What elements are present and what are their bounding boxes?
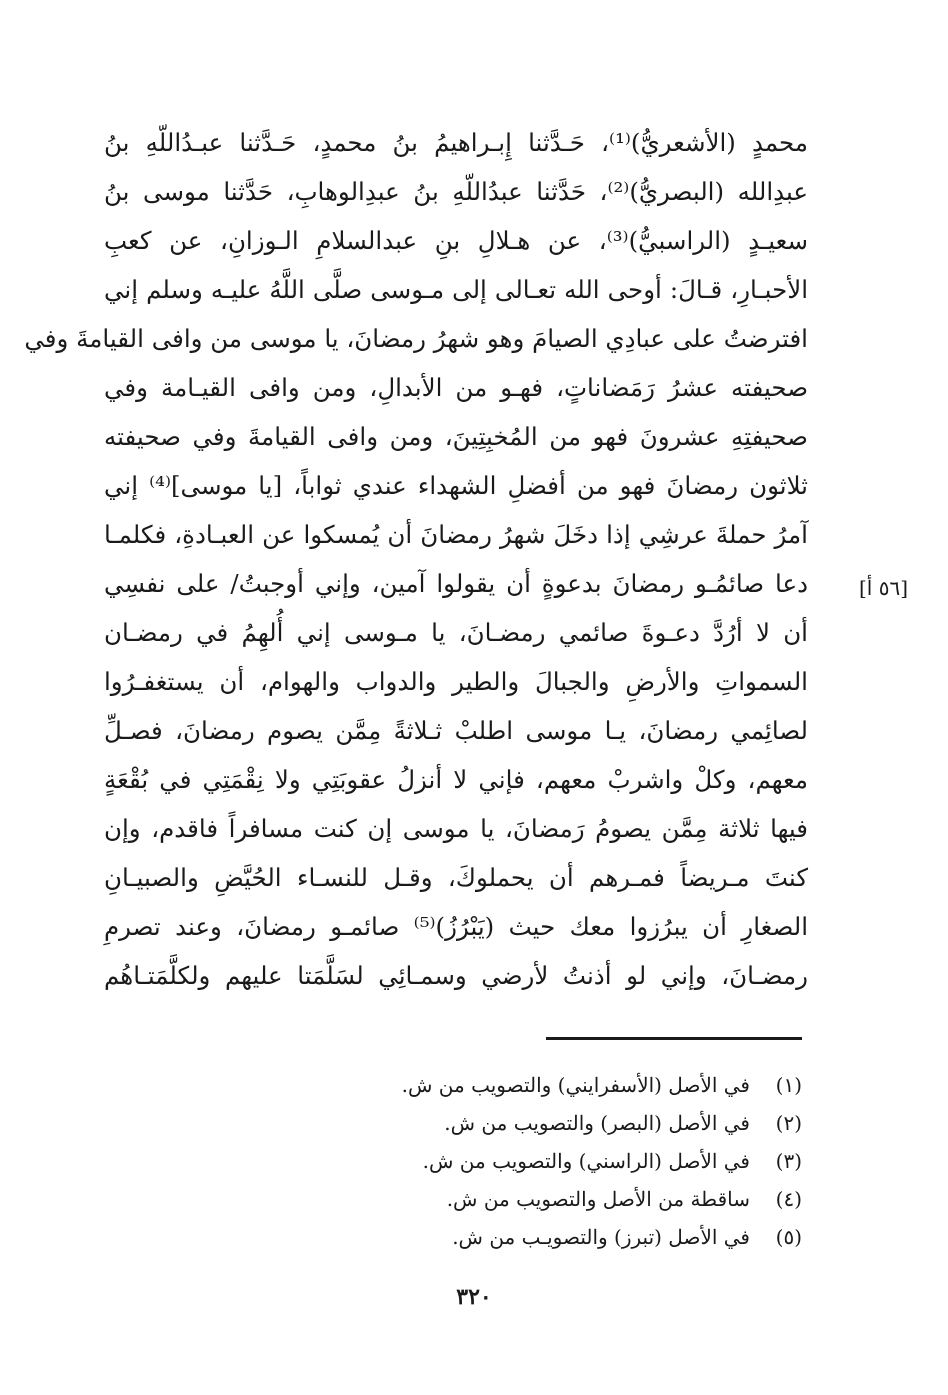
footnote-number: (١)	[775, 1073, 802, 1097]
footnote-item	[300, 1066, 802, 1104]
page-number: ٣٢٠	[456, 1284, 492, 1310]
footnote-number: (٢)	[775, 1111, 802, 1135]
footnote-item	[300, 1218, 802, 1256]
text-line: السمواتِ والأرضِ والجبالَ والطير والدواب والهوام، أن يستغفـرُوا	[104, 667, 808, 696]
footnote-number: (٤)	[775, 1187, 802, 1211]
text-line: سعيـدٍ (الراسبيُّ)⁽³⁾، عن هـلالِ بنِ عبدالسلامِ الـوزانِ، عن كعبِ	[104, 226, 809, 255]
footnote-text: في الأصل (تبرز) والتصويـب من ش.	[452, 1225, 750, 1249]
text-line: فيها ثلاثة مِمَّن يصومُ رَمضانَ، يا موسى إن كنت مسافراً فاقدم، وإن	[104, 814, 808, 843]
text-line: كنتَ مـريضاً فمـرهم أن يحملوكَ، وقـل للنسـاء الحُيَّضِ والصبيـانِ	[104, 863, 808, 892]
footnotes-list	[300, 1066, 802, 1256]
text-line: افترضتُ على عبادِي الصيامَ وهو شهرُ رمضانَ، يا موسى من وافى القيامةَ وفي	[24, 324, 808, 353]
text-line: عبدِالله (البصريُّ)⁽²⁾، حَدَّثنا عبدُاللّهِ بنُ عبدِالوهابِ، حَدَّثنا موسى بنُ	[104, 177, 808, 206]
footnote-separator	[546, 1037, 802, 1040]
footnote-item	[300, 1104, 802, 1142]
text-line: آمرُ حملةَ عرشِي إذا دخَلَ شهرُ رمضانَ أن يُمسكوا عن العبـادةِ، فكلمـا	[104, 520, 808, 549]
footnote-text: في الأصل (الراسني) والتصويب من ش.	[422, 1149, 750, 1173]
folio-margin-note: [٥٦ أ]	[858, 576, 908, 600]
footnote-text: في الأصل (البصر) والتصويب من ش.	[444, 1111, 750, 1135]
footnote-text: ساقطة من الأصل والتصويب من ش.	[446, 1187, 750, 1211]
footnote-text: في الأصل (الأسفرايني) والتصويب من ش.	[401, 1073, 750, 1097]
text-line: أن لا أرُدَّ دعـوةَ صائمي رمضـانَ، يا مـوسى إني أُلهِمُ في رمضـان	[104, 618, 808, 647]
footnote-number: (٣)	[775, 1149, 802, 1173]
text-line: دعا صائمُـو رمضانَ بدعوةٍ أن يقولوا آمين، وإني أوجبتُ/ على نفسِي	[104, 569, 808, 598]
main-text-block	[24, 118, 809, 1000]
text-line: لصائِمي رمضانَ، يـا موسى اطلبْ ثـلاثةً مِمَّن يصوم رمضانَ، فصـلِّ	[104, 716, 808, 745]
text-line: صحيفته عشرُ رَمَضاناتٍ، فهـو من الأبدالِ، ومن وافى القيـامة وفي	[104, 373, 808, 402]
text-line: محمدٍ (الأشعريُّ)⁽¹⁾، حَـدَّثنا إِبـراهيمُ بنُ محمدٍ، حَـدَّثنا عبـدُاللّهِ بنُ	[104, 128, 808, 157]
text-line: ثلاثون رمضانَ فهو من أفضلِ الشهداء عندي ثواباً، [يا موسى]⁽⁴⁾ إني	[104, 471, 808, 500]
footnote-item	[300, 1142, 802, 1180]
footnote-number: (٥)	[775, 1225, 802, 1249]
text-line: صحيفتِهِ عشرونَ فهو من المُخبِتِينَ، ومن وافى القيامةَ وفي صحيفته	[104, 422, 808, 451]
text-line: الصغارِ أن يبرُزوا معك حيث (يَبْرُزُ)⁽⁵⁾ صائمـو رمضانَ، وعند تصرمِ	[104, 912, 809, 941]
text-line: معهم، وكلْ واشربْ معهم، فإني لا أنزلُ عقوبَتِي ولا نِقْمَتِي في بُقْعَةٍ	[104, 765, 808, 794]
text-line: رمضـانَ، وإني لو أذنتُ لأرضي وسمـائِي لسَلَّمَتا عليهم ولكلَّمَتـاهُم	[104, 961, 808, 990]
text-line: الأحبـارِ، قـالَ: أوحى الله تعـالى إلى مـوسى صلَّى اللَّهُ عليـه وسلم إني	[104, 275, 808, 304]
footnote-item	[300, 1180, 802, 1218]
